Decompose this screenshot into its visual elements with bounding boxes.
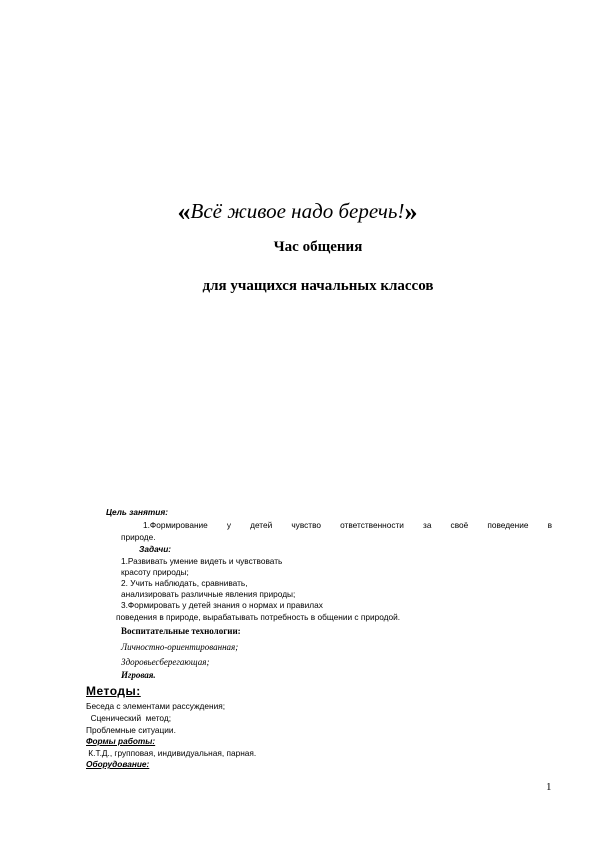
- method-line: Сценический метод;: [86, 713, 172, 723]
- technology-item: Личностно-ориентированная;: [121, 642, 239, 652]
- task-line: 1.Развивать умение видеть и чувствовать: [121, 556, 283, 566]
- forms-text: К.Т.Д., групповая, индивидуальная, парная.: [86, 748, 257, 758]
- page-number: 1: [546, 781, 552, 793]
- technology-item: Игровая.: [121, 670, 156, 680]
- task-line: красоту природы;: [121, 567, 189, 577]
- technology-item: Здоровьесберегающая;: [121, 657, 210, 667]
- task-line: 2. Учить наблюдать, сравнивать,: [121, 578, 248, 588]
- method-line: Проблемные ситуации.: [86, 725, 176, 735]
- goal-line-1: 1.Формирование у детей чувство ответственности за своё поведение в: [143, 520, 552, 530]
- equipment-label: Оборудование:: [86, 759, 150, 769]
- title-open-quote: «: [177, 197, 191, 226]
- subtitle-audience: для учащихся начальных классов: [202, 278, 434, 294]
- methods-label: Методы:: [86, 684, 141, 698]
- method-line: Беседа с элементами рассуждения;: [86, 701, 226, 711]
- title-close-quote: »: [404, 197, 418, 226]
- task-line: 3.Формировать у детей знания о нормах и правилах: [121, 600, 323, 610]
- title-text: Всё живое надо беречь!: [190, 199, 405, 223]
- subtitle-event-type: Час общения: [273, 239, 363, 255]
- technologies-label: Воспитательные технологии:: [121, 626, 241, 636]
- document-title: [0, 197, 595, 227]
- tasks-label: Задачи:: [139, 544, 172, 554]
- forms-label: Формы работы:: [86, 736, 156, 746]
- task-line: анализировать различные явления природы;: [121, 589, 296, 599]
- goal-line-2: природе.: [121, 532, 156, 542]
- task-line: поведения в природе, вырабатывать потребность в общении с природой.: [116, 612, 401, 622]
- goal-label: Цель занятия:: [106, 507, 168, 517]
